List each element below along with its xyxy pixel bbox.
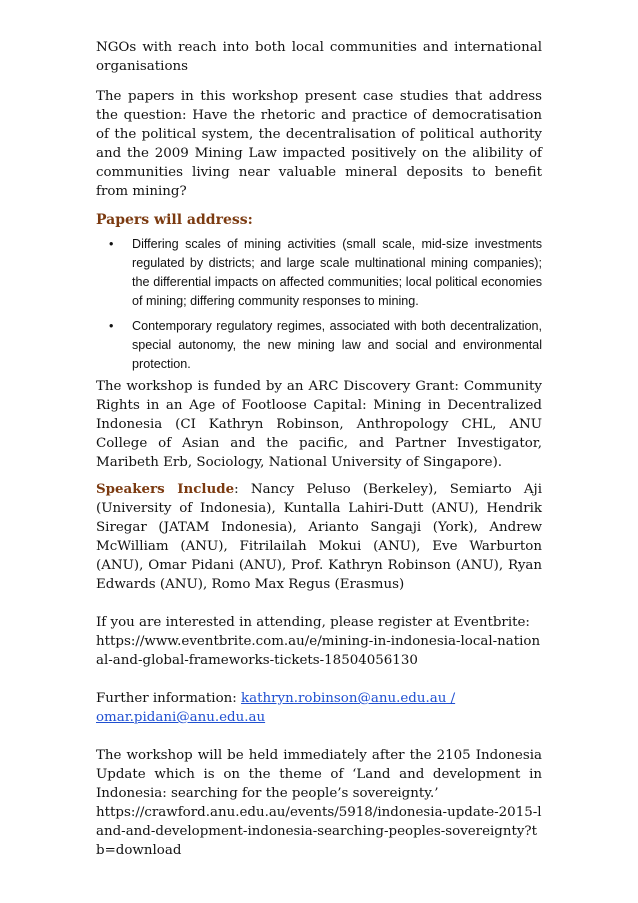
further-info-label: Further information: — [96, 691, 242, 706]
intro-line: NGOs with reach into both local communities and international organisations — [96, 40, 542, 74]
document-page — [96, 38, 542, 860]
email-link-pidani[interactable]: omar.pidani@anu.edu.au — [96, 710, 266, 725]
register-text: If you are interested in attending, please register at Eventbrite: — [96, 615, 530, 630]
papers-heading: Papers will address: — [96, 212, 253, 228]
bullet-icon: • — [109, 237, 114, 251]
register-paragraph — [96, 613, 542, 670]
further-info-paragraph — [96, 689, 542, 727]
bullet-text: Contemporary regulatory regimes, associated with both decentralization, special autonomy, the new mining law and social and environmental protection. — [132, 319, 542, 371]
email-link-robinson[interactable]: kathryn.robinson@anu.edu.au / — [241, 691, 456, 706]
funding-paragraph: The workshop is funded by an ARC Discovery Grant: Community Rights in an Age of Footloose Capital: Mining in Decentralized Indonesia (CI Kathryn Robinson, Anthropology CHL, ANU College of Asian and the pacific, and Partner Investigator, Maribeth Erb, Sociology, National University of Singapore). — [96, 379, 542, 470]
speakers-label: Speakers Include — [96, 481, 235, 497]
bullet-item — [96, 317, 542, 374]
update-paragraph — [96, 746, 542, 860]
crawford-link[interactable]: https://crawford.anu.edu.au/events/5918/indonesia-update-2015-land-and-development-indonesia-searching-peoples-sovereignty?tb=download — [96, 805, 542, 858]
papers-bullet-list — [96, 235, 542, 374]
eventbrite-link[interactable]: https://www.eventbrite.com.au/e/mining-in-indonesia-local-national-and-global-frameworks-tickets-18504056130 — [96, 634, 541, 668]
papers-paragraph: The papers in this workshop present case studies that address the question: Have the rhetoric and practice of democratisation of the political system, the decentralisation of political authority and the 2009 Mining Law impacted positively on the alibility of communities living near valuable mineral deposits to benefit from mining? — [96, 89, 542, 199]
bullet-text: Differing scales of mining activities (small scale, mid-size investments regulated by districts; and large scale multinational mining companies); the differential impacts on affected communities; local political economies of mining; differing community responses to mining. — [132, 237, 542, 308]
update-text: The workshop will be held immediately after the 2105 Indonesia Update which is on the theme of ‘Land and development in Indonesia: searching for the people’s sovereignty.’ — [96, 748, 542, 801]
bullet-item — [96, 235, 542, 311]
speakers-list: Nancy Peluso (Berkeley), Semiarto Aji (University of Indonesia), Kuntalla Lahiri-Dutt (ANU), Hendrik Siregar (JATAM Indonesia), Arianto Sangaji (York), Andrew McWilliam (ANU), Fitrilailah Mokui (ANU), Eve Warburton (ANU), Omar Pidani (ANU), Prof. Kathryn Robinson (ANU), Ryan Edwards (ANU), Romo Max Regus (Erasmus) — [96, 482, 542, 592]
speakers-colon: : — [234, 482, 239, 497]
bullet-icon: • — [109, 319, 114, 333]
speakers-paragraph — [96, 480, 542, 594]
